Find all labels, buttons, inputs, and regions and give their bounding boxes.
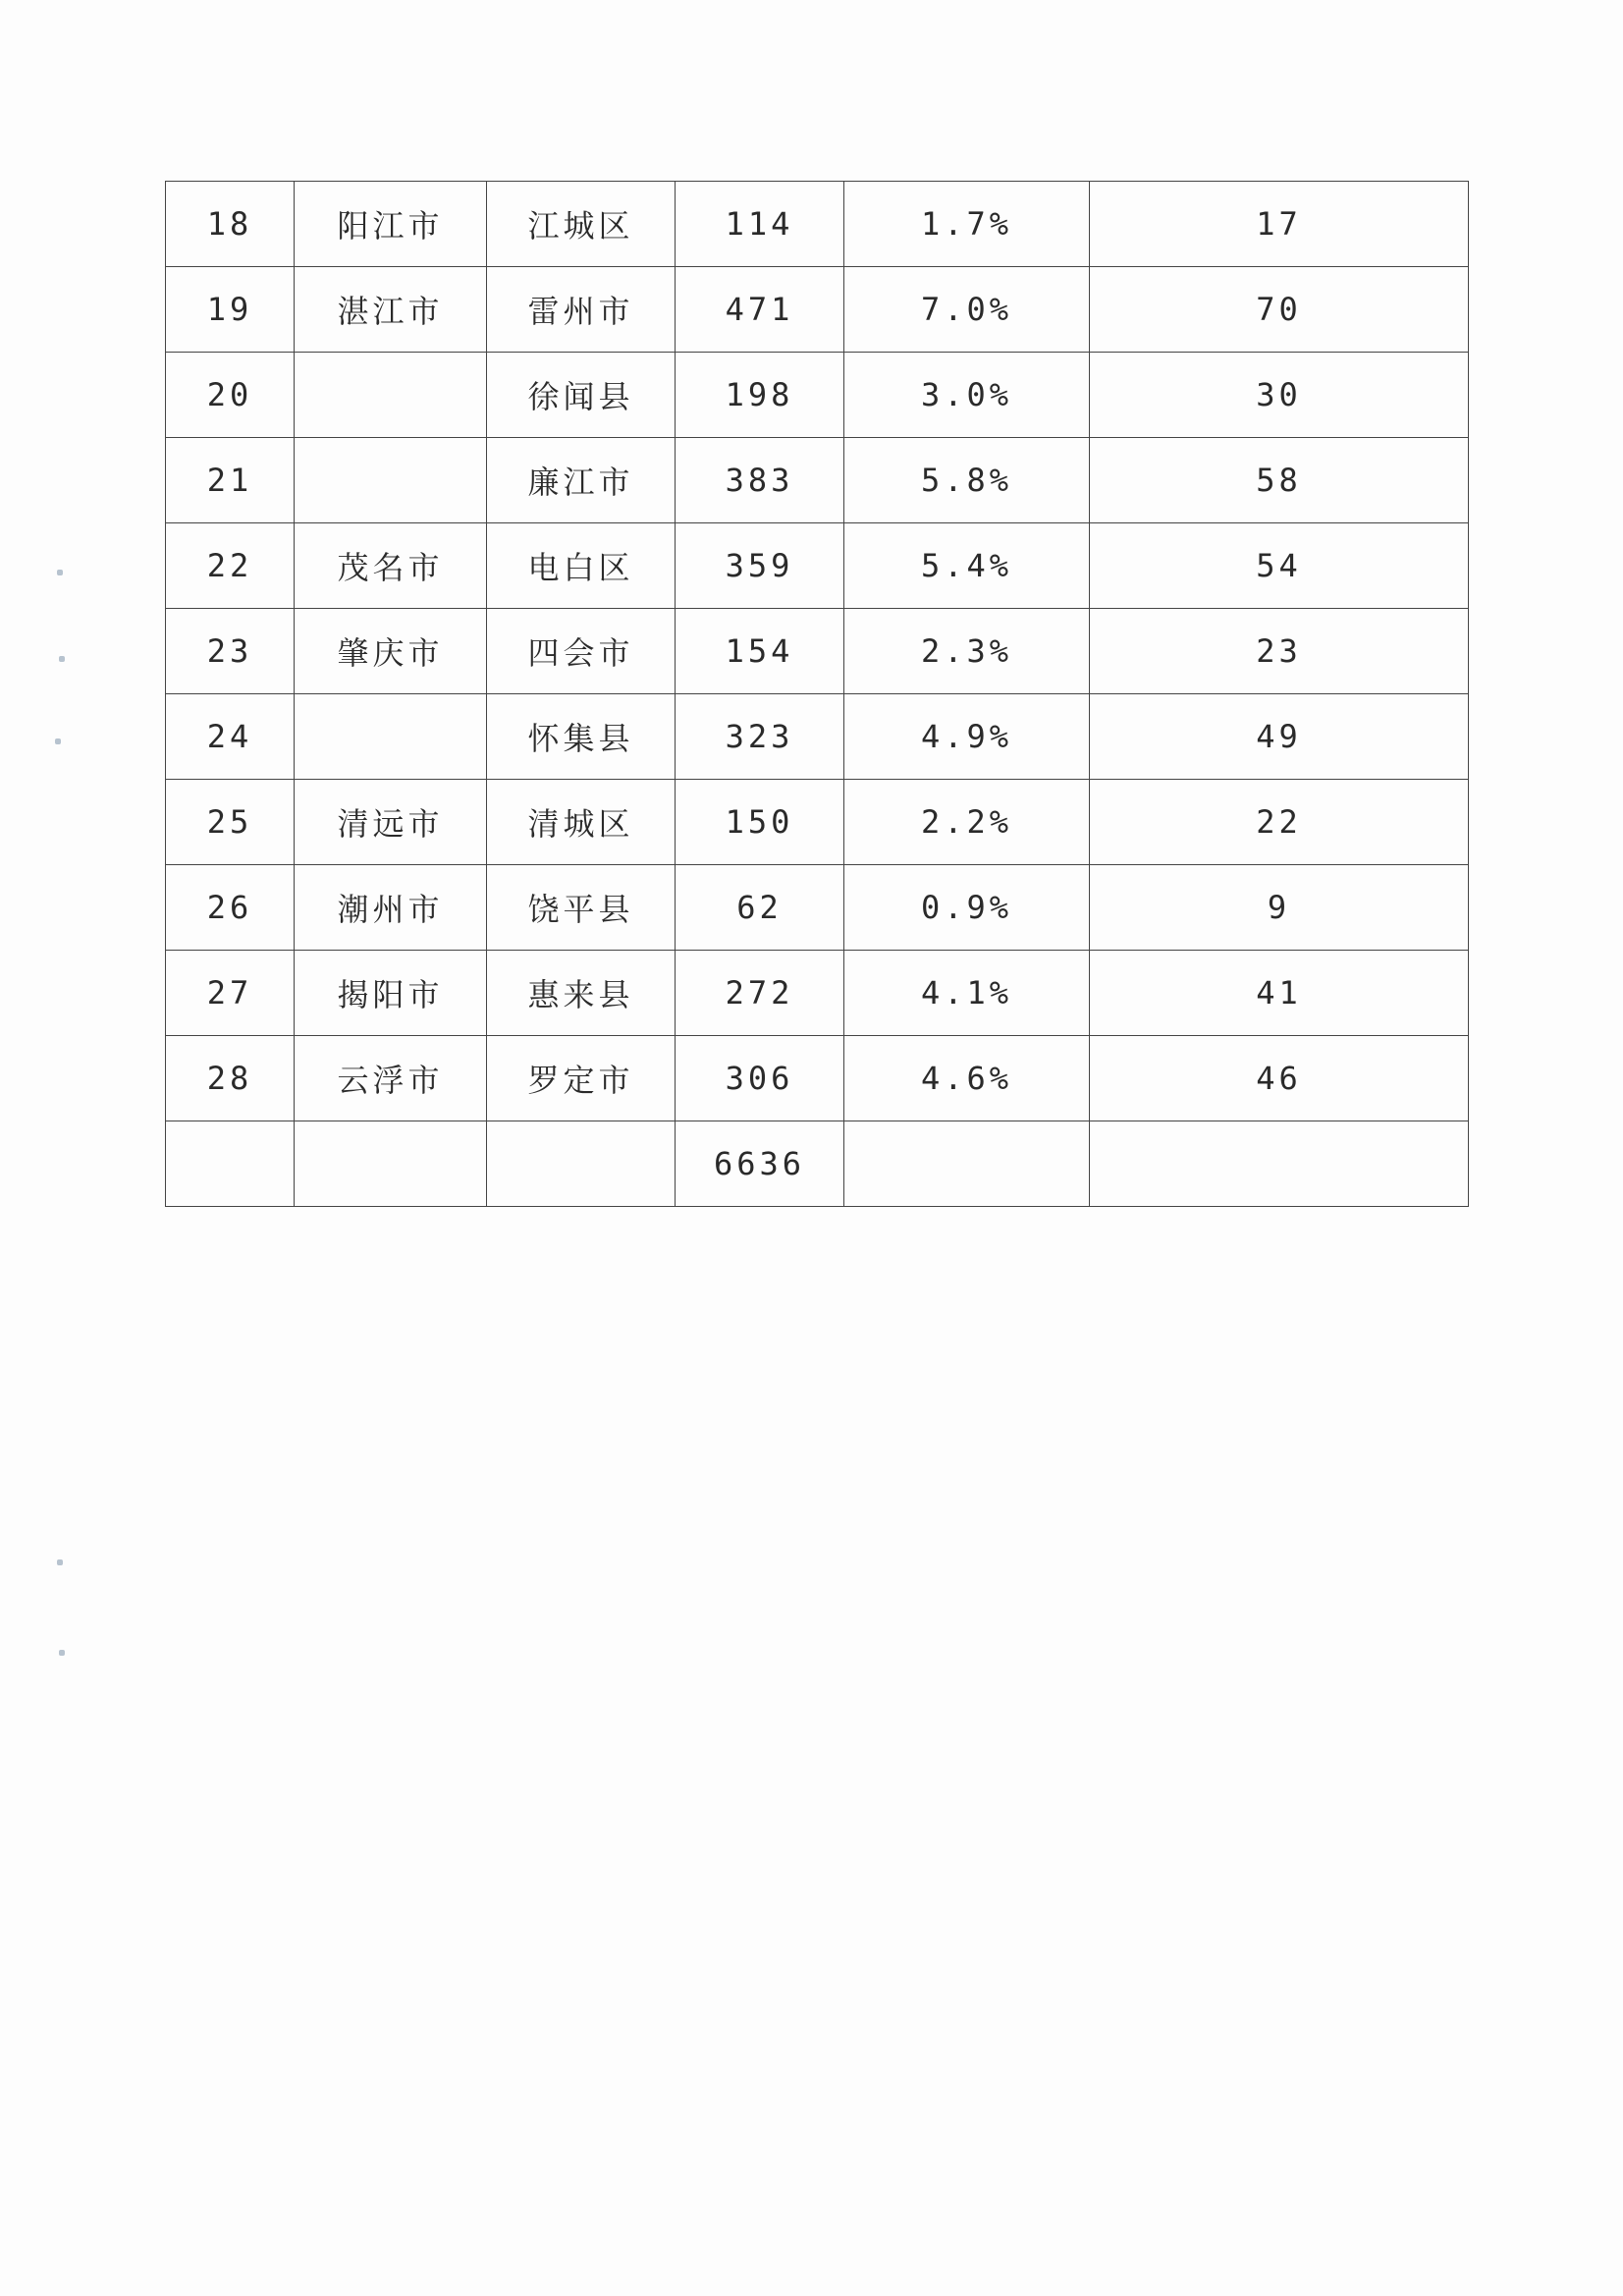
city-name: 阳江市 bbox=[295, 182, 487, 267]
city-name: 肇庆市 bbox=[295, 609, 487, 694]
city-name bbox=[295, 694, 487, 780]
percent-value: 0.9% bbox=[844, 865, 1090, 951]
percent-value: 5.4% bbox=[844, 523, 1090, 609]
county-name: 四会市 bbox=[487, 609, 676, 694]
table-row bbox=[166, 951, 1469, 1036]
table-row bbox=[166, 865, 1469, 951]
county-name: 惠来县 bbox=[487, 951, 676, 1036]
count-value: 272 bbox=[676, 951, 844, 1036]
table-row bbox=[166, 523, 1469, 609]
city-name: 茂名市 bbox=[295, 523, 487, 609]
count-value: 150 bbox=[676, 780, 844, 865]
allocation-value: 49 bbox=[1090, 694, 1469, 780]
row-number: 27 bbox=[166, 951, 295, 1036]
city-name bbox=[295, 353, 487, 438]
city-name: 湛江市 bbox=[295, 267, 487, 353]
table-row bbox=[166, 267, 1469, 353]
city-name: 云浮市 bbox=[295, 1036, 487, 1121]
percent-value: 4.6% bbox=[844, 1036, 1090, 1121]
percent-value: 3.0% bbox=[844, 353, 1090, 438]
row-number: 24 bbox=[166, 694, 295, 780]
percent-value bbox=[844, 1121, 1090, 1207]
county-name bbox=[487, 1121, 676, 1207]
count-value: 323 bbox=[676, 694, 844, 780]
percent-value: 2.2% bbox=[844, 780, 1090, 865]
total-count-value: 6636 bbox=[676, 1121, 844, 1207]
scan-speck bbox=[57, 1559, 63, 1565]
count-value: 383 bbox=[676, 438, 844, 523]
county-name: 饶平县 bbox=[487, 865, 676, 951]
allocation-value: 54 bbox=[1090, 523, 1469, 609]
table-row bbox=[166, 353, 1469, 438]
county-name: 罗定市 bbox=[487, 1036, 676, 1121]
total-row bbox=[166, 1121, 1469, 1207]
table-row bbox=[166, 1036, 1469, 1121]
allocation-value: 17 bbox=[1090, 182, 1469, 267]
percent-value: 1.7% bbox=[844, 182, 1090, 267]
scan-speck bbox=[55, 738, 61, 744]
scan-speck bbox=[57, 570, 63, 575]
scan-speck bbox=[59, 1650, 65, 1656]
count-value: 154 bbox=[676, 609, 844, 694]
allocation-value: 46 bbox=[1090, 1036, 1469, 1121]
allocation-table bbox=[165, 181, 1469, 1207]
city-name bbox=[295, 438, 487, 523]
count-value: 62 bbox=[676, 865, 844, 951]
row-number: 21 bbox=[166, 438, 295, 523]
percent-value: 7.0% bbox=[844, 267, 1090, 353]
allocation-value: 70 bbox=[1090, 267, 1469, 353]
city-name bbox=[295, 1121, 487, 1207]
city-name: 揭阳市 bbox=[295, 951, 487, 1036]
row-number: 25 bbox=[166, 780, 295, 865]
allocation-value: 30 bbox=[1090, 353, 1469, 438]
percent-value: 5.8% bbox=[844, 438, 1090, 523]
county-name: 雷州市 bbox=[487, 267, 676, 353]
county-name: 廉江市 bbox=[487, 438, 676, 523]
allocation-value: 58 bbox=[1090, 438, 1469, 523]
table-row bbox=[166, 694, 1469, 780]
table-row bbox=[166, 438, 1469, 523]
row-number: 22 bbox=[166, 523, 295, 609]
county-name: 江城区 bbox=[487, 182, 676, 267]
city-name: 清远市 bbox=[295, 780, 487, 865]
count-value: 198 bbox=[676, 353, 844, 438]
allocation-value: 22 bbox=[1090, 780, 1469, 865]
count-value: 114 bbox=[676, 182, 844, 267]
table-body bbox=[166, 182, 1469, 1207]
county-name: 清城区 bbox=[487, 780, 676, 865]
row-number: 20 bbox=[166, 353, 295, 438]
percent-value: 2.3% bbox=[844, 609, 1090, 694]
county-name: 电白区 bbox=[487, 523, 676, 609]
percent-value: 4.1% bbox=[844, 951, 1090, 1036]
count-value: 471 bbox=[676, 267, 844, 353]
row-number: 18 bbox=[166, 182, 295, 267]
table-row bbox=[166, 780, 1469, 865]
row-number: 28 bbox=[166, 1036, 295, 1121]
table-row bbox=[166, 609, 1469, 694]
row-number bbox=[166, 1121, 295, 1207]
row-number: 23 bbox=[166, 609, 295, 694]
scan-speck bbox=[59, 656, 65, 662]
count-value: 359 bbox=[676, 523, 844, 609]
allocation-value bbox=[1090, 1121, 1469, 1207]
allocation-value: 41 bbox=[1090, 951, 1469, 1036]
table-row bbox=[166, 182, 1469, 267]
allocation-value: 9 bbox=[1090, 865, 1469, 951]
count-value: 306 bbox=[676, 1036, 844, 1121]
percent-value: 4.9% bbox=[844, 694, 1090, 780]
row-number: 26 bbox=[166, 865, 295, 951]
allocation-value: 23 bbox=[1090, 609, 1469, 694]
county-name: 怀集县 bbox=[487, 694, 676, 780]
row-number: 19 bbox=[166, 267, 295, 353]
county-name: 徐闻县 bbox=[487, 353, 676, 438]
city-name: 潮州市 bbox=[295, 865, 487, 951]
